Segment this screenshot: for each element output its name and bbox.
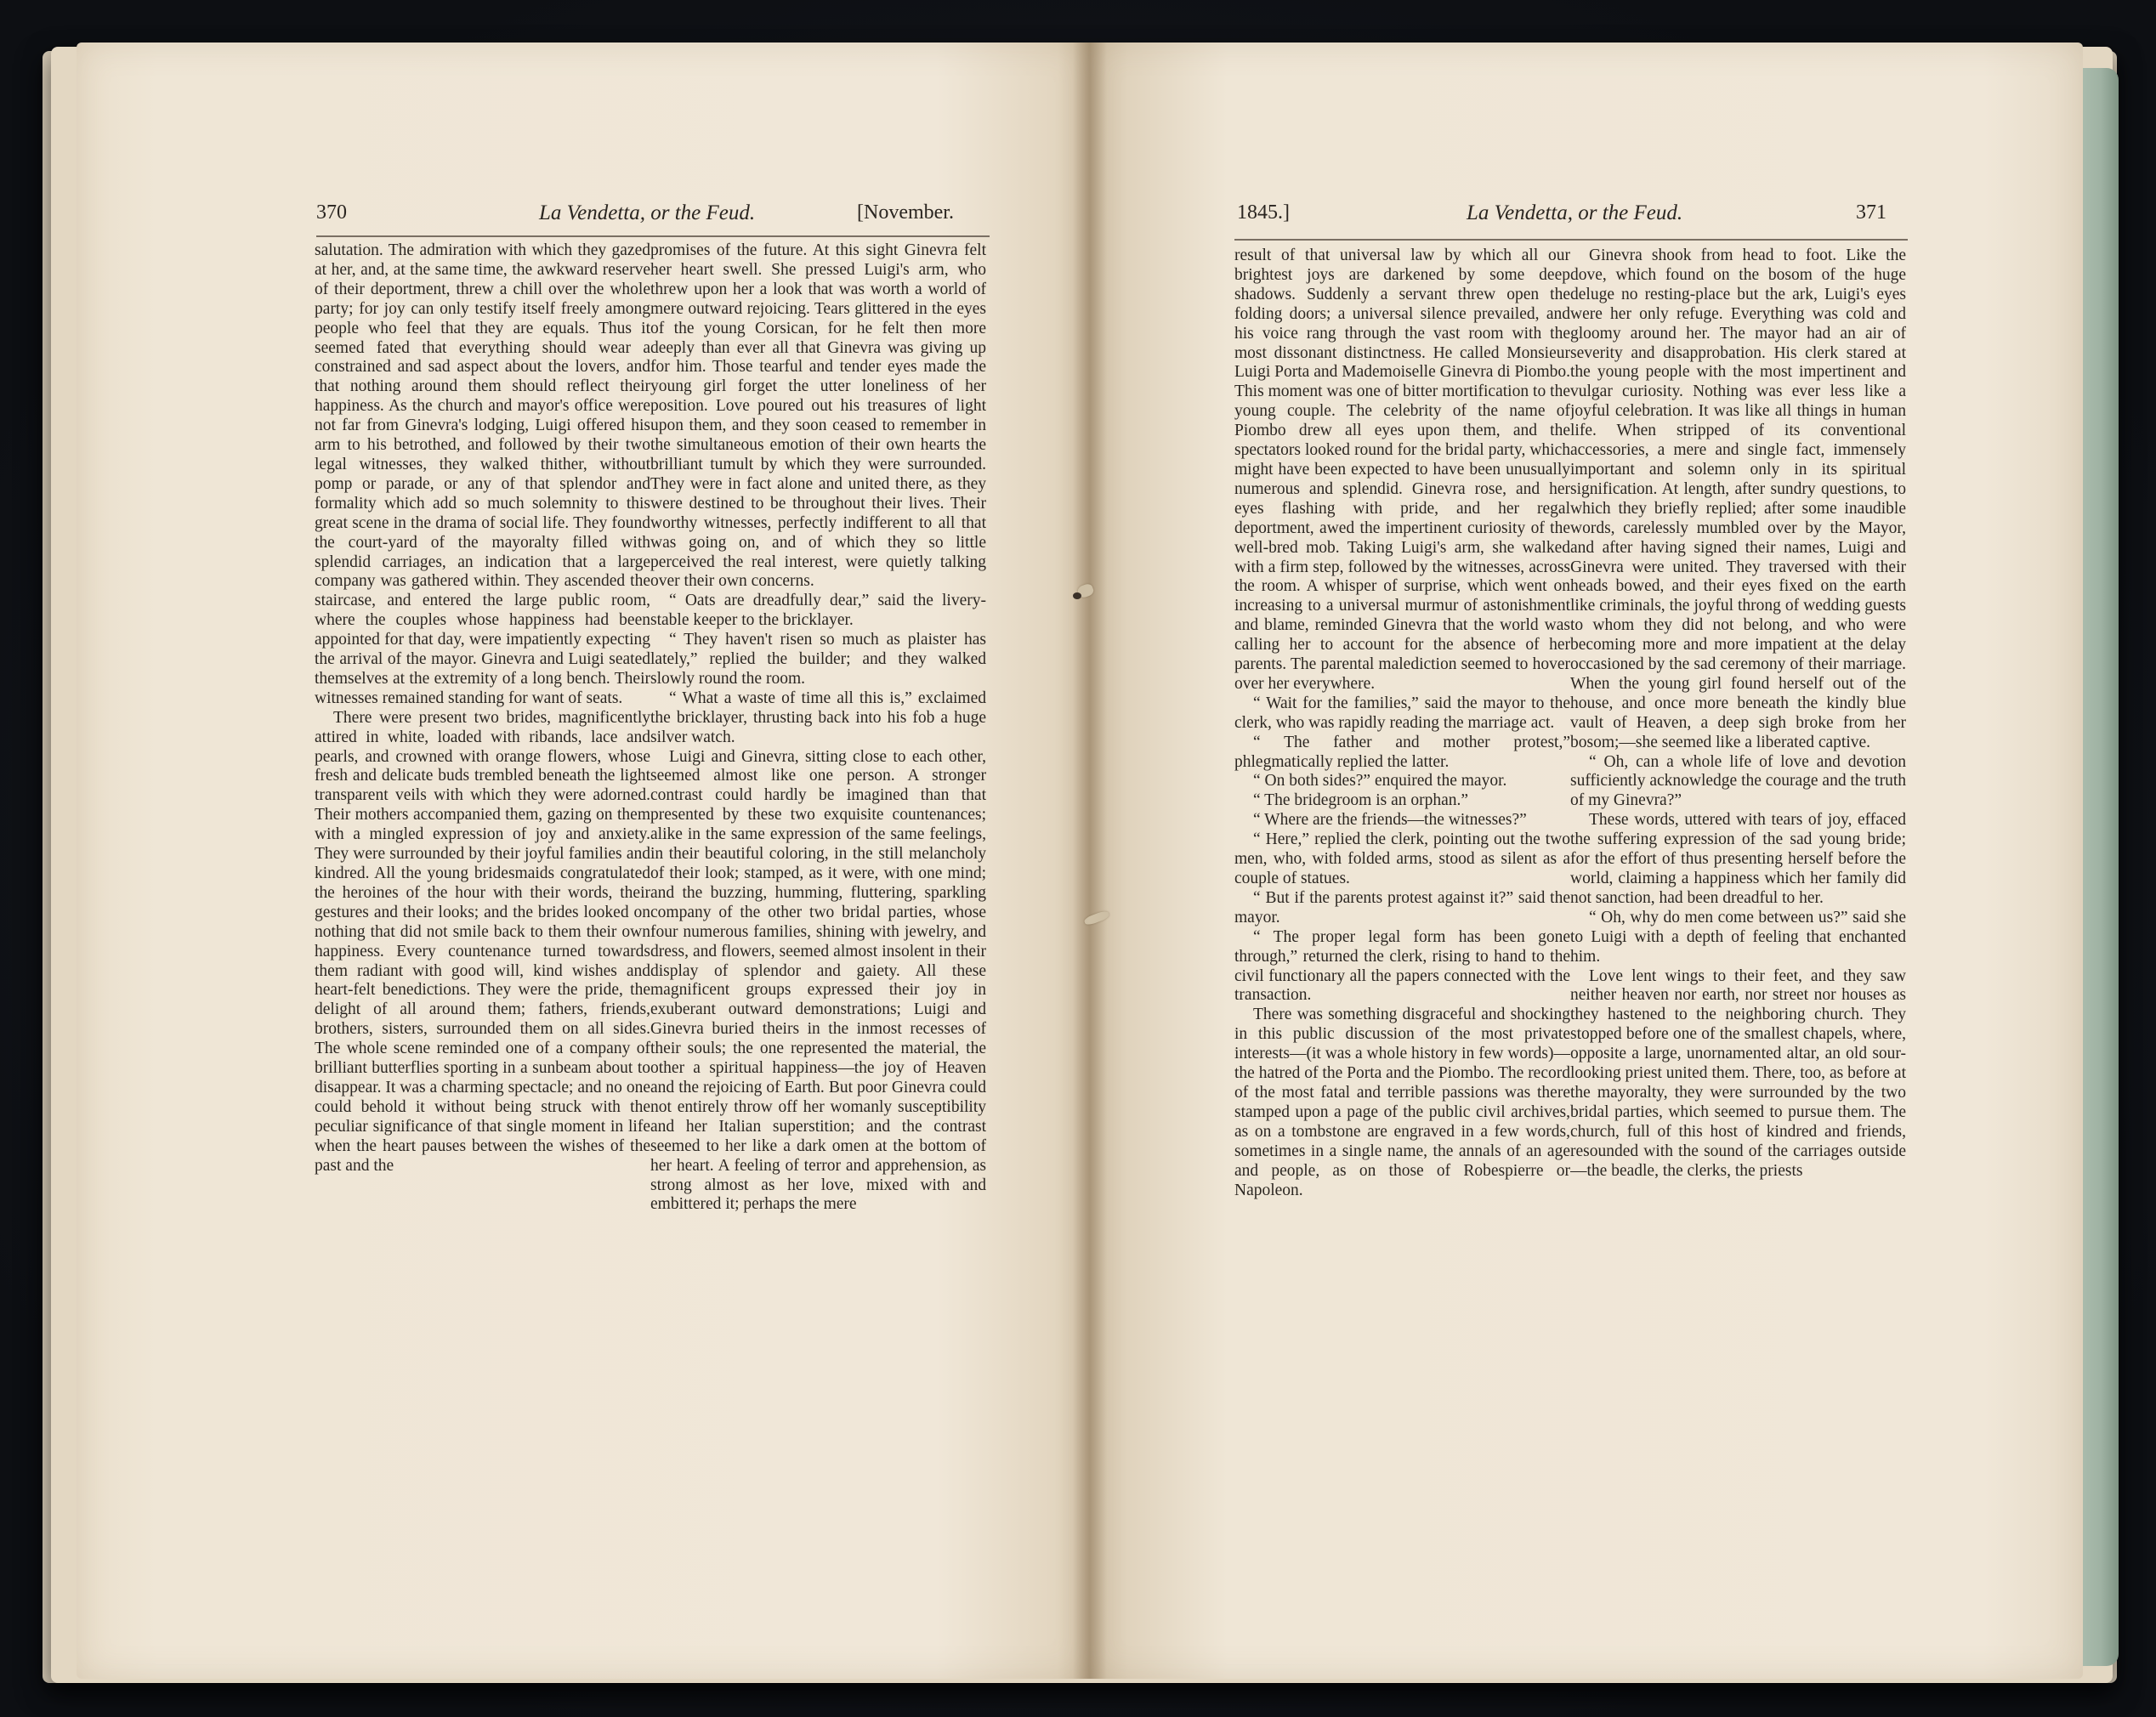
right-page-header (1237, 201, 1909, 235)
right-running-year: 1845.] (1237, 201, 1290, 224)
paragraph: Love lent wings to their feet, and they saw neither heaven nor earth, nor street nor houses as they hastened to the neighboring church. They stopped before one of the smallest chapels, where, opposite a large, unornamented altar, an old sour-looking priest united them. There, too, as before at the mayoralty, they were surrounded by the two bridal parties, which seemed to pursue them. The church, full of this host of kindred and friends, resounded with the sound of the carriages outside—the beadle, the clerks, the priests (1570, 966, 1906, 1180)
paragraph: promises of the future. At this sight Ginevra felt her heart swell. She pressed Luigi's arm, who threw upon her a look that was worth a world of mere outward rejoicing. Tears glittered in the eyes of the young Corsican, for he felt then more deeply than ever all that Ginevra was giving up for him. Those tearful and tender eyes made the young girl forget the utter loneliness of her position. Love poured out his treasures of light upon them, and they soon ceased to remember in the simultaneous emotion of their own hearts the brilliant tumult by which they were surrounded. They were in fact alone and united there, as they were destined to be throughout their lives. Their worthy witnesses, perfectly indifferent to all that was going on, and of which they so little perceived the real interest, were quietly talking over their own concerns. (650, 241, 986, 591)
paragraph: “ The father and mother protest,” phlegmatically replied the latter. (1234, 733, 1570, 771)
paragraph: “ Here,” replied the clerk, pointing out the two men, who, with folded arms, stood as silent as a couple of statues. (1234, 830, 1570, 887)
paragraph: “ Wait for the families,” said the mayor to the clerk, who was rapidly reading the marriage act. (1234, 694, 1570, 732)
paragraph: “ The proper legal form has been gone through,” returned the clerk, rising to hand to the civil functionary all the papers connected with the transaction. (1234, 927, 1570, 1005)
paragraph: Luigi and Ginevra, sitting close to each other, seemed almost like one person. A stronger contrast could hardly be imagined than that presented by these two exquisite countenances; alike in the same expression of the same feelings, in their beautiful coloring, in the still melancholy of their look; stamped, as it were, with one mind; and the buzzing, humming, fluttering, sparkling company of the other two bridal parties, whose four numerous families, shining with jewelry, and dress, and flowers, seemed almost insolent in their display of splendor and gaiety. All these magnificent groups expressed their joy in exuberant outward demonstrations; Luigi and Ginevra buried theirs in the inmost recesses of their souls; the one represented the material, the other a spiritual happiness—the joy of Heaven and the rejoicing of Earth. But poor Ginevra could not entirely throw off her womanly susceptibility and her Italian superstition; and the contrast seemed to her like a dark omen at the bottom of her heart. A feeling of terror and apprehension, as strong almost as her love, mixed with and embittered it; perhaps the mere (650, 747, 986, 1214)
paragraph: “ But if the parents protest against it?” said the mayor. (1234, 888, 1570, 926)
left-page-header (316, 201, 988, 235)
paragraph: “ What a waste of time all this is,” exclaimed the bricklayer, thrusting back into his fob a huge silver watch. (650, 688, 986, 746)
left-header-rule (316, 235, 990, 237)
paragraph: These words, uttered with tears of joy, effaced the suffering expression of the sad young bride; for the effort of thus presenting herself before the world, claiming a happiness which her family did not sanction, had been dreadful to her. (1570, 811, 1906, 907)
left-running-month: [November. (857, 201, 954, 224)
paragraph: “ Where are the friends—the witnesses?” (1253, 811, 1527, 830)
paragraph: There were present two brides, magnificently attired in white, loaded with ribands, lace and pearls, and crowned with orange flowers, whose fresh and delicate buds trembled beneath the light transparent veils with which they were adorned. Their mothers accompanied them, gazing on them with a mingled expression of joy and anxiety. They were surrounded by their joyful families and kindred. All the young bridesmaids congratulated the heroines of the hour with their words, their gestures and their looks; and the brides looked on nothing that did not smile back to them their own happiness. Every countenance turned towards them radiant with good will, kind wishes and heart-felt benedictions. They were the pride, the delight of all around them; fathers, friends, brothers, sisters, surrounded them on all sides. The whole scene reminded one of a company of brilliant butterflies sporting in a sunbeam about to disappear. It was a charming spectacle; and no one could behold it without being struck with the peculiar significance of that single moment in life when the heart pauses between the wishes of the past and the (315, 708, 650, 1175)
paragraph: salutation. The admiration with which they gazed at her, and, at the same time, the awkward reserve of their deportment, threw a chill over the whole party; for joy can only testify itself freely among people who feel that they are equals. Thus it seemed fated that everything should wear a constrained and sad aspect about the lovers, and that nothing around them should reflect their happiness. As the church and mayor's office were not far from Ginevra's lodging, Luigi offered his arm to his betrothed, and followed by their two legal witnesses, they walked thither, without pomp or parade, or any of that splendor and formality which add so much solemnity to this great scene in the drama of social life. They found the court-yard of the mayoralty filled with splendid carriages, an indication that a large company was gathered within. They ascended the staircase, and entered the large public room, where the couples whose happiness had been appointed for that day, were impatiently expecting the arrival of the mayor. Ginevra and Luigi seated themselves at the extremity of a long bench. Their witnesses remained standing for want of seats. (315, 241, 650, 707)
paragraph: “ They haven't risen so much as plaister has lately,” replied the builder; and they walked slowly round the room. (650, 631, 986, 688)
right-running-title: La Vendetta, or the Feud. (1467, 201, 1683, 224)
paragraph: There was something disgraceful and shocking in this public discussion of the most private interests—(it was a whole history in few words)—the hatred of the Porta and the Piombo. The record of the most fatal and terrible passions was there stamped upon a page of the public civil archives, as on a tombstone are engraved in a few words, sometimes in a single name, the annals of an age and people, as on those of Robespierre or Napoleon. (1234, 1006, 1570, 1199)
right-page-number: 371 (1856, 201, 1886, 224)
paragraph: Ginevra shook from head to foot. Like the dove, which found on the bosom of the huge deluge no resting-place but the ark, Luigi's eyes were her only refuge. Everything was cold and gloomy around her. The mayor had an air of severity and disapprobation. His clerk stared at the young people with the most impertinent and vulgar curiosity. Nothing was ever less like a joyful celebration. It was like all things in human life. When stripped of its conventional accessories, a mere and single fact, immensely important and solemn only in its spiritual signification. At length, after sundry questions, to which they briefly replied; after some inaudible words, carelessly mumbled over by the Mayor, and after having signed their names, Luigi and Ginevra were united. They traversed with their heads bowed, and their eyes fixed on the earth like criminals, the joyful throng of wedding guests to whom they did not belong, and who were becoming more and more impatient at the delay occasioned by the sad ceremony of their marriage. When the young girl found herself out of the house, and once more beneath the kindly blue vault of Heaven, a deep sigh broke from her bosom;—she seemed like a liberated captive. (1570, 246, 1906, 751)
paragraph: “ Oh, why do men come between us?” said she to Luigi with a depth of feeling that enchanted him. (1570, 908, 1906, 966)
paragraph: “ Oats are dreadfully dear,” said the livery-stable keeper to the bricklayer. (650, 592, 986, 630)
left-column-2 (650, 241, 986, 1487)
paragraph: result of that universal law by which all our brightest joys are darkened by some deep shadows. Suddenly a servant threw open the folding doors; a universal silence prevailed, and his voice rang through the vast room with the most dissonant distinctness. He called Monsieur Luigi Porta and Mademoiselle Ginevra di Piombo. This moment was one of bitter mortification to the young couple. The celebrity of the name of Piombo drew all eyes upon them, and the spectators looked round for the bridal party, which might have been expected to have been unusually numerous and splendid. Ginevra rose, and her eyes flashing with pride, and her regal deportment, awed the impertinent curiosity of the well-bred mob. Taking Luigi's arm, she walked with a firm step, followed by the witnesses, across the room. A whisper of surprise, which went on increasing to a universal murmur of astonishment and blame, reminded Ginevra that the world was calling her to account for the absence of her parents. The parental malediction seemed to hover over her everywhere. (1234, 246, 1570, 693)
book-gutter (1073, 42, 1107, 1679)
left-running-title: La Vendetta, or the Feud. (539, 201, 756, 224)
paragraph: “ On both sides?” enquired the mayor. (1253, 772, 1507, 790)
right-column-2 (1570, 246, 1906, 1496)
right-header-rule (1234, 239, 1908, 241)
left-column-1 (315, 241, 650, 1487)
paragraph: “ Oh, can a whole life of love and devotion sufficiently acknowledge the courage and the truth of my Ginevra?” (1570, 752, 1906, 810)
binding-hole-mark (1073, 592, 1081, 599)
paragraph: “ The bridegroom is an orphan.” (1253, 791, 1469, 810)
right-column-1 (1234, 246, 1570, 1483)
left-page-number: 370 (316, 201, 347, 224)
